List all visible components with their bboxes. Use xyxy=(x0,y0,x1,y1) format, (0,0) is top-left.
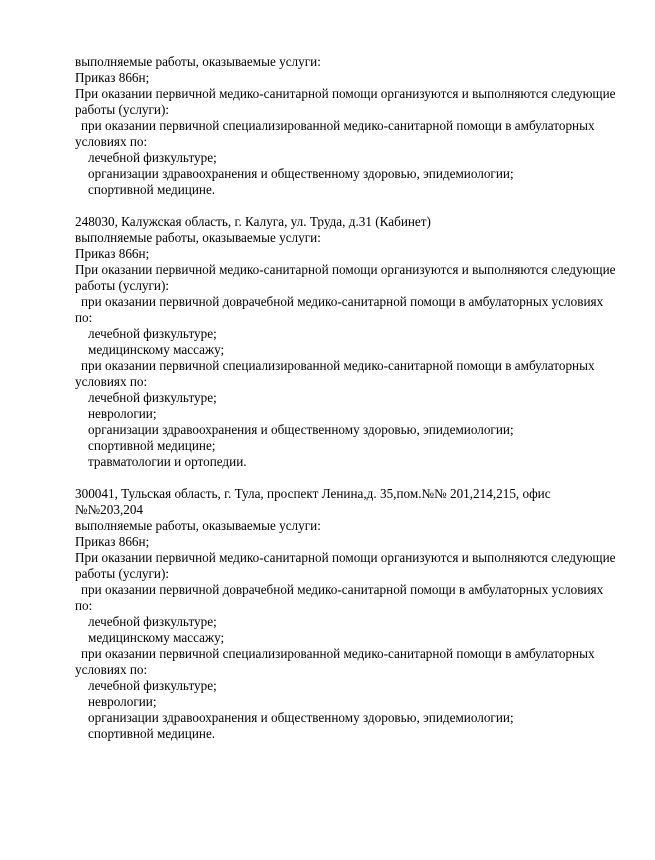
text-line: выполняемые работы, оказываемые услуги: xyxy=(75,518,321,533)
document-page xyxy=(75,54,635,742)
text-line: №№203,204 xyxy=(75,502,144,517)
text-line: выполняемые работы, оказываемые услуги: xyxy=(75,230,321,245)
text-line: условиях по: xyxy=(75,662,148,677)
text-line: При оказании первичной медико-санитарной помощи организуются и выполняются следующие xyxy=(75,550,616,565)
text-line: по: xyxy=(75,310,93,325)
address-section xyxy=(75,214,635,470)
text-line: условиях по: xyxy=(75,374,148,389)
text-line: лечебной физкультуре; xyxy=(88,678,217,693)
text-line: лечебной физкультуре; xyxy=(88,326,217,341)
text-line: спортивной медицине; xyxy=(88,438,216,453)
text-line: работы (услуги): xyxy=(75,566,170,581)
text-line: При оказании первичной медико-санитарной помощи организуются и выполняются следующие xyxy=(75,86,616,101)
text-line: травматологии и ортопедии. xyxy=(88,454,247,469)
text-line: лечебной физкультуре; xyxy=(88,150,217,165)
text-line: медицинскому массажу; xyxy=(88,630,225,645)
text-line: медицинскому массажу; xyxy=(88,342,225,357)
address-section xyxy=(75,486,635,742)
text-line: при оказании первичной доврачебной медико-санитарной помощи в амбулаторных условиях xyxy=(81,582,604,597)
text-line: организации здравоохранения и общественному здоровью, эпидемиологии; xyxy=(88,166,514,181)
text-line: по: xyxy=(75,598,93,613)
text-line: организации здравоохранения и общественному здоровью, эпидемиологии; xyxy=(88,710,514,725)
text-line: 300041, Тульская область, г. Тула, проспект Ленина,д. 35,пом.№№ 201,214,215, офис xyxy=(75,486,551,501)
text-line: При оказании первичной медико-санитарной помощи организуются и выполняются следующие xyxy=(75,262,616,277)
text-line: Приказ 866н; xyxy=(75,246,150,261)
text-line: работы (услуги): xyxy=(75,278,170,293)
text-line: организации здравоохранения и общественному здоровью, эпидемиологии; xyxy=(88,422,514,437)
text-line: условиях по: xyxy=(75,134,148,149)
text-line: спортивной медицине. xyxy=(88,182,216,197)
text-line: спортивной медицине. xyxy=(88,726,216,741)
address-section xyxy=(75,54,635,198)
text-line: при оказании первичной доврачебной медико-санитарной помощи в амбулаторных условиях xyxy=(81,294,604,309)
text-line: лечебной физкультуре; xyxy=(88,390,217,405)
text-line: неврологии; xyxy=(88,694,157,709)
paragraph-spacer xyxy=(75,198,635,214)
text-line: Приказ 866н; xyxy=(75,534,150,549)
text-line: неврологии; xyxy=(88,406,157,421)
text-line: Приказ 866н; xyxy=(75,70,150,85)
text-line: 248030, Калужская область, г. Калуга, ул. Труда, д.31 (Кабинет) xyxy=(75,214,431,229)
paragraph-spacer xyxy=(75,470,635,486)
text-line: при оказании первичной специализированной медико-санитарной помощи в амбулаторных xyxy=(81,358,595,373)
text-line: лечебной физкультуре; xyxy=(88,614,217,629)
text-line: работы (услуги): xyxy=(75,102,170,117)
text-line: при оказании первичной специализированной медико-санитарной помощи в амбулаторных xyxy=(81,118,595,133)
text-line: при оказании первичной специализированной медико-санитарной помощи в амбулаторных xyxy=(81,646,595,661)
text-line: выполняемые работы, оказываемые услуги: xyxy=(75,54,321,69)
